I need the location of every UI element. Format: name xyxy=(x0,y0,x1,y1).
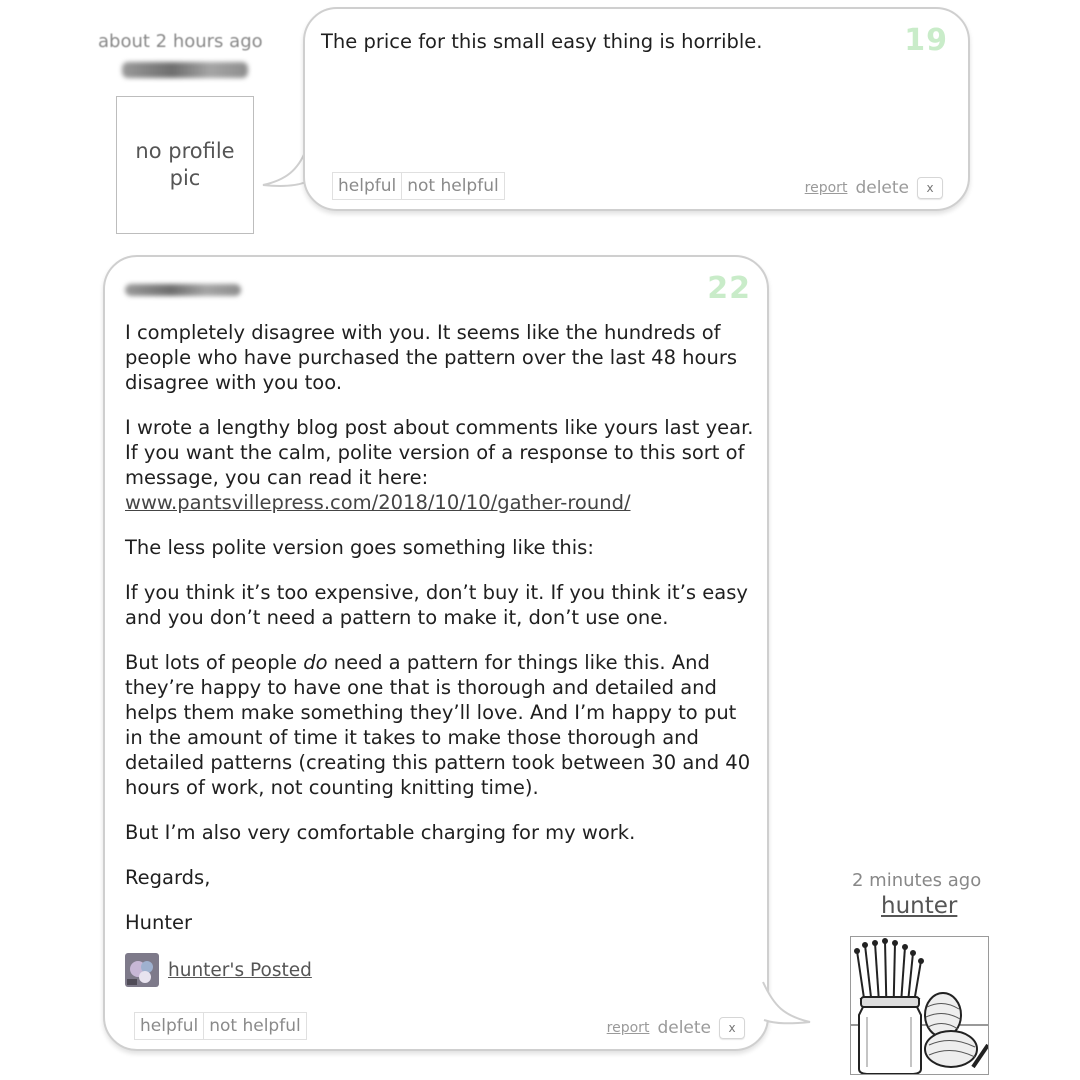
report-link[interactable]: report xyxy=(606,1020,650,1036)
comment-1-body: The price for this small easy thing is horrible. xyxy=(321,30,763,53)
close-icon[interactable]: x xyxy=(917,177,943,199)
comment-1-score: 19 xyxy=(904,23,948,58)
paragraph: Regards, xyxy=(125,866,211,889)
comment-2-bubble-tail xyxy=(760,980,814,1030)
knitting-jar-avatar-icon xyxy=(851,937,988,1074)
comment-1-vote-buttons xyxy=(332,172,505,200)
paragraph-text: need a pattern for things like this. And they’re happy to have one that is thorough and detailed and helps them make something they’ll love. And I’m happy to put in the amount of time it takes to make those thorough and detailed patterns (creating this pattern took between 30 and 40 hours of work, not counting knitting time). xyxy=(125,651,751,799)
project-thumbnail-icon[interactable] xyxy=(125,953,159,987)
comment-2-username-redacted xyxy=(125,284,241,296)
paragraph xyxy=(125,415,755,515)
paragraph: I completely disagree with you. It seems like the hundreds of people who have purchased the pattern over the last 48 hours disagree with you too. xyxy=(125,321,738,394)
no-profile-pic-label: no profile pic xyxy=(135,139,235,190)
close-icon[interactable]: x xyxy=(719,1017,745,1039)
comment-2-body xyxy=(125,320,755,955)
emphasis-text: do xyxy=(303,651,328,674)
blog-post-link[interactable]: www.pantsvillepress.com/2018/10/10/gather-round/ xyxy=(125,491,631,514)
username-link[interactable]: hunter xyxy=(881,893,958,919)
paragraph-text: I wrote a lengthy blog post about comments like yours last year. If you want the calm, polite version of a response to this sort of message, you can read it here: xyxy=(125,416,754,489)
paragraph: The less polite version goes something like this: xyxy=(125,536,594,559)
paragraph-text: But lots of people xyxy=(125,651,304,674)
paragraph: If you think it’s too expensive, don’t buy it. If you think it’s easy and you don’t need a pattern to make it, don’t use one. xyxy=(125,581,748,629)
delete-link[interactable]: delete xyxy=(657,1018,711,1038)
no-profile-pic-placeholder xyxy=(116,96,254,234)
paragraph: Hunter xyxy=(125,911,193,934)
comment-1-actions xyxy=(805,177,943,199)
helpful-button[interactable]: helpful xyxy=(332,172,402,200)
not-helpful-button[interactable]: not helpful xyxy=(401,172,504,200)
comment-2-actions xyxy=(607,1017,745,1039)
posted-project-link[interactable]: hunter's Posted xyxy=(168,959,312,981)
posted-project xyxy=(125,953,312,987)
comment-2-score: 22 xyxy=(707,271,751,306)
comment-2-bubble xyxy=(103,255,769,1051)
helpful-button[interactable]: helpful xyxy=(134,1012,204,1040)
paragraph xyxy=(125,650,755,800)
comment-1-username-redacted xyxy=(122,62,248,78)
user-avatar[interactable] xyxy=(850,936,989,1075)
comment-2-vote-buttons xyxy=(134,1012,307,1040)
report-link[interactable]: report xyxy=(804,180,848,196)
comment-1-bubble xyxy=(303,7,970,211)
paragraph: But I’m also very comfortable charging for my work. xyxy=(125,821,636,844)
comment-1-timestamp: about 2 hours ago xyxy=(98,31,263,52)
comment-2-timestamp: 2 minutes ago xyxy=(852,870,982,891)
not-helpful-button[interactable]: not helpful xyxy=(203,1012,306,1040)
delete-link[interactable]: delete xyxy=(855,178,909,198)
